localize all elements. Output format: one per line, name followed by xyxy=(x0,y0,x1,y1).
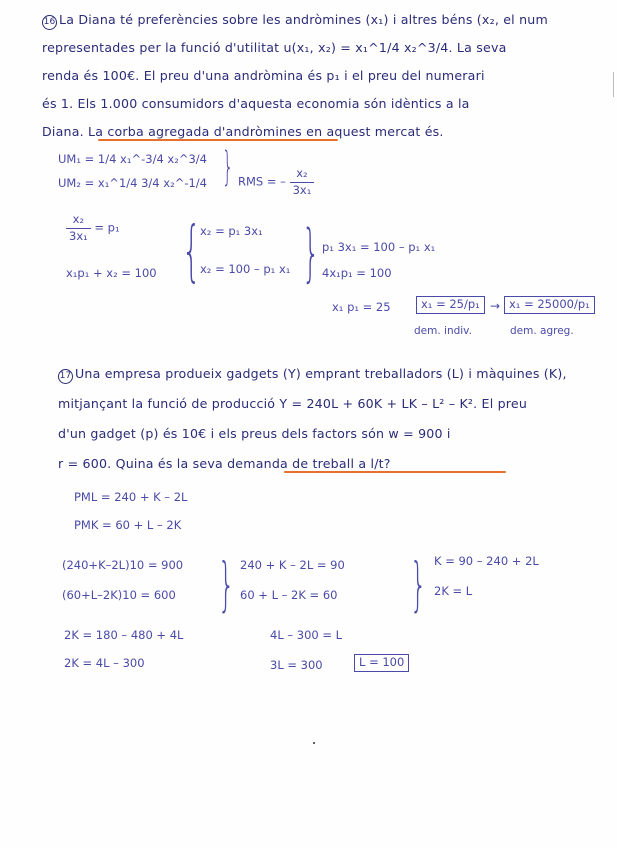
budget-constraint: x₁p₁ + x₂ = 100 xyxy=(66,266,157,280)
system-a-eq-2: (60+L–2K)10 = 600 xyxy=(62,588,176,602)
system-a-eq-1: (240+K–2L)10 = 900 xyxy=(62,558,184,572)
solution-step-2: 4x₁p₁ = 100 xyxy=(322,266,392,280)
brace-4: } xyxy=(410,550,427,618)
orange-underline-17 xyxy=(284,471,506,473)
aggregate-demand-label: dem. agreg. xyxy=(510,325,574,337)
pencil-mark xyxy=(313,742,315,744)
system-c-eq-2: 2K = L xyxy=(434,584,473,598)
problem-17-text-1: Una empresa produeix gadgets (Y) emprant treballadors (L) i màquines (K), xyxy=(75,366,567,381)
optimality-condition xyxy=(66,214,120,242)
optimality-fraction xyxy=(66,214,91,242)
individual-demand-box: x₁ = 25/p₁ xyxy=(416,296,485,314)
orange-underline-16 xyxy=(98,139,338,141)
problem-16-line-1 xyxy=(42,14,548,30)
step-4: 3L = 300 xyxy=(270,658,323,672)
rms-numerator: x₂ xyxy=(290,168,315,183)
um2-equation: UM₂ = x₁^1/4 3/4 x₂^-1/4 xyxy=(58,176,207,190)
optimality-numerator: x₂ xyxy=(66,214,91,229)
problem-16-text-5a: Diana. xyxy=(42,124,84,139)
problem-17-line-1 xyxy=(58,368,567,384)
problem-17-line-3: d'un gadget (p) és 10€ i els preus dels factors són w = 900 i xyxy=(58,426,451,441)
solution-step-1: p₁ 3x₁ = 100 – p₁ x₁ xyxy=(322,240,436,254)
system-c-eq-1: K = 90 – 240 + 2L xyxy=(434,554,539,568)
problem-16-line-3: renda és 100€. El preu d'una andròmina és p₁ i el preu del numerari xyxy=(42,68,485,83)
system-eq-2: x₂ = 100 – p₁ x₁ xyxy=(200,262,291,276)
problem-number-16: 16 xyxy=(42,15,57,30)
brace-2-close: } xyxy=(302,216,320,289)
pml-equation: PML = 240 + K – 2L xyxy=(74,490,188,504)
problem-16-question-highlight: La corba agregada d'andròmines xyxy=(88,124,302,139)
system-eq-1: x₂ = p₁ 3x₁ xyxy=(200,224,263,238)
problem-17-text-4a: r = 600. Quina és la seva xyxy=(58,456,223,471)
individual-demand-label: dem. indiv. xyxy=(414,325,472,337)
page-edge-mark xyxy=(613,72,614,97)
rms-label: RMS = – xyxy=(238,174,286,189)
pmk-equation: PMK = 60 + L – 2K xyxy=(74,518,182,532)
solution-step-3: x₁ p₁ = 25 xyxy=(332,300,391,314)
problem-17-line-4 xyxy=(58,458,391,471)
problem-16-line-5 xyxy=(42,126,444,139)
arrow-icon: → xyxy=(490,299,501,313)
rms-denominator: 3x₁ xyxy=(292,182,312,197)
optimality-rhs: = p₁ xyxy=(94,220,120,235)
optimality-denominator: 3x₁ xyxy=(69,228,88,243)
step-3: 4L – 300 = L xyxy=(270,628,343,642)
step-2: 2K = 4L – 300 xyxy=(64,656,145,670)
rms-fraction xyxy=(290,168,315,196)
rms-expression xyxy=(238,168,314,196)
system-b-eq-2: 60 + L – 2K = 60 xyxy=(240,588,338,602)
problem-16-text-5b: en aquest mercat és. xyxy=(306,124,444,139)
problem-16-line-4: és 1. Els 1.000 consumidors d'aquesta economia són idèntics a la xyxy=(42,96,470,111)
brace-3: } xyxy=(218,550,235,618)
problem-17-question-highlight: demanda de treball a l/t? xyxy=(227,456,391,471)
um1-equation: UM₁ = 1/4 x₁^-3/4 x₂^3/4 xyxy=(58,152,207,166)
final-answer-box: L = 100 xyxy=(354,654,409,672)
brace-2-open: { xyxy=(182,212,201,289)
aggregate-demand-box: x₁ = 25000/p₁ xyxy=(504,296,595,314)
system-b-eq-1: 240 + K – 2L = 90 xyxy=(240,558,345,572)
problem-number-17: 17 xyxy=(58,369,73,384)
problem-17-line-2: mitjançant la funció de producció Y = 240L + 60K + LK – L² – K². El preu xyxy=(58,396,528,411)
problem-16-text-1: La Diana té preferències sobre les andròmines (x₁) i altres béns (x₂, el num xyxy=(59,12,548,27)
brace-1: } xyxy=(222,144,234,190)
problem-16-line-2: representades per la funció d'utilitat u(x₁, x₂) = x₁^1/4 x₂^3/4. La seva xyxy=(42,40,507,55)
step-1: 2K = 180 – 480 + 4L xyxy=(64,628,184,642)
